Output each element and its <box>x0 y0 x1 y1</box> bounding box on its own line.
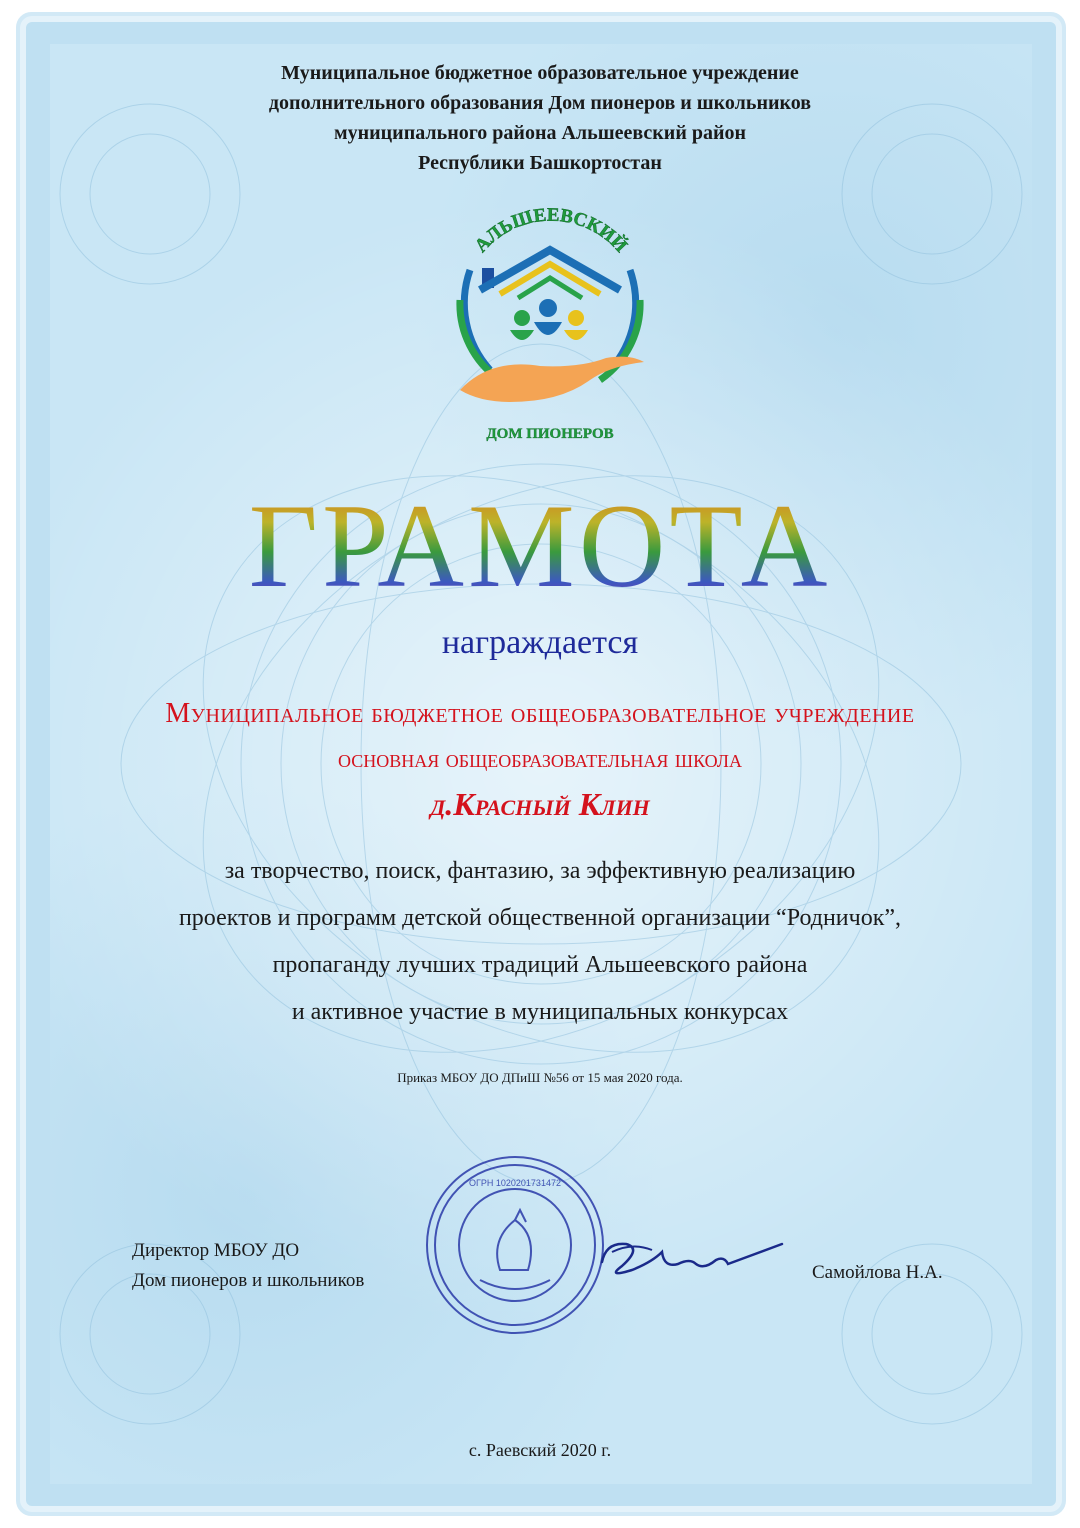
reason-line: пропаганду лучших традиций Альшеевского района <box>272 952 808 978</box>
awarded-label: награждается <box>441 624 639 661</box>
award-reason <box>0 848 1080 1036</box>
position-line: Директор МБОУ ДО <box>132 1240 300 1261</box>
certificate-title: ГРАМОТА <box>0 486 1080 606</box>
reason-line: за творчество, поиск, фантазию, за эффективную реализацию <box>224 858 856 884</box>
recipient-line: Муниципальное бюджетное общеобразовательное учреждение <box>165 698 915 729</box>
stamp-ogrn: ОГРН 1020201731472 <box>469 1178 561 1188</box>
signatory-name: Самойлова Н.А. <box>812 1262 943 1283</box>
position-line: Дом пионеров и школьников <box>132 1270 365 1291</box>
reason-line: проектов и программ детской общественной организации “Родничок”, <box>178 905 902 931</box>
issuer-line: муниципального района Альшеевский район <box>333 122 747 144</box>
signatory-position <box>132 1236 364 1296</box>
issuer-line: дополнительного образования Дом пионеров и школьников <box>268 92 812 114</box>
svg-text:АЛЬШЕЕВСКИЙ: АЛЬШЕЕВСКИЙ <box>470 204 632 257</box>
issue-place-date: с. Раевский 2020 г. <box>468 1440 612 1460</box>
recipient-village: д.Красный Клин <box>430 786 650 822</box>
issuer-header <box>0 58 1080 178</box>
logo-bottom-text: ДОМ ПИОНЕРОВ <box>486 426 614 442</box>
issuer-line: Муниципальное бюджетное образовательное учреждение <box>281 62 799 84</box>
reason-line: и активное участие в муниципальных конкурсах <box>291 999 789 1025</box>
recipient-line: основная общеобразовательная школа <box>338 744 742 773</box>
dom-pionerov-logo <box>430 190 670 450</box>
official-stamp <box>420 1150 610 1340</box>
handwritten-signature <box>592 1222 788 1292</box>
issuer-line: Республики Башкортостан <box>418 152 662 174</box>
order-reference: Приказ МБОУ ДО ДПиШ №56 от 15 мая 2020 года. <box>397 1070 683 1085</box>
